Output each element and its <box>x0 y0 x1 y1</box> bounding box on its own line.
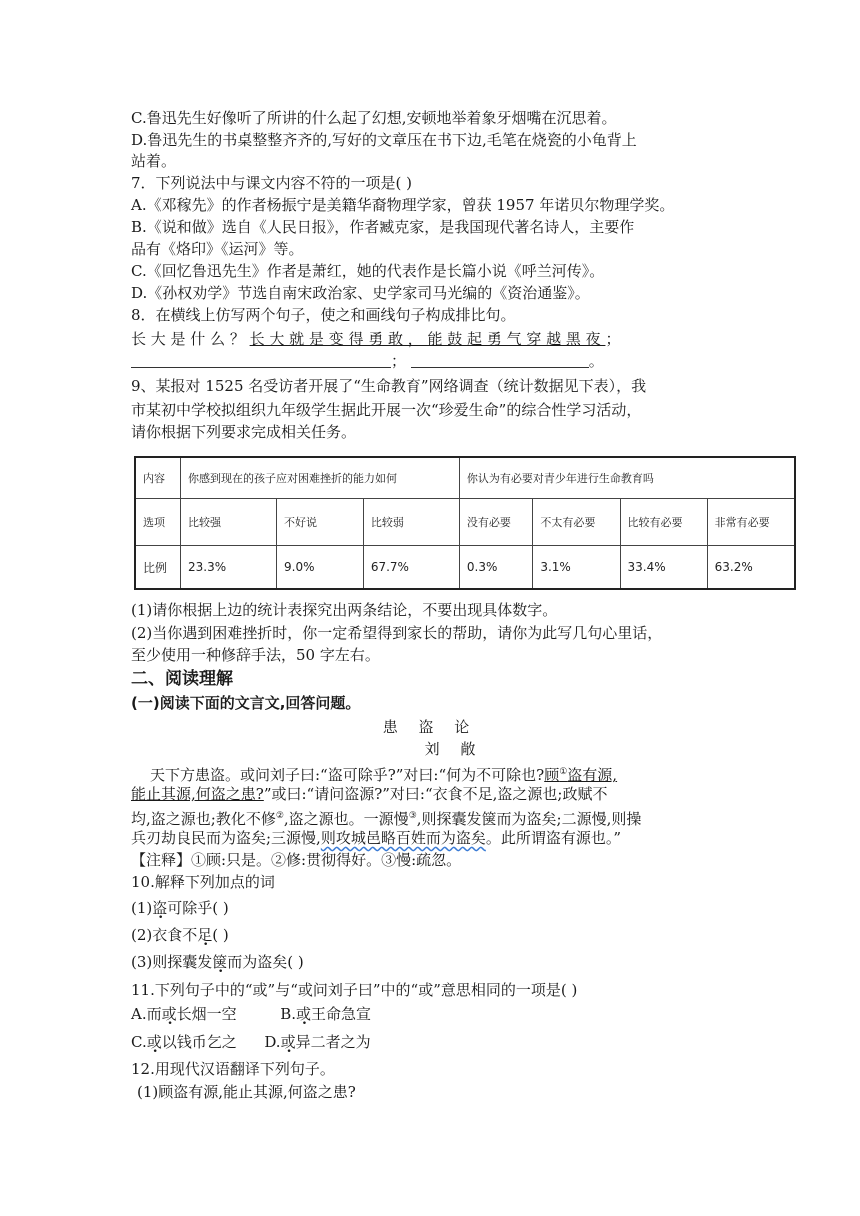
table-cell-option: 比较有必要 <box>620 499 707 546</box>
q12-item1: (1)顾盗有源,能止其源,何盗之患? <box>137 1083 356 1101</box>
table-cell-option: 没有必要 <box>459 499 532 546</box>
table-cell-ratio-label: 比例 <box>135 546 181 590</box>
q8-answer-line <box>131 350 604 372</box>
q8-sep1: ； <box>605 330 621 348</box>
q9-line1: 9、某报对 1525 名受访者开展了“生命教育”网络调查（统计数据见下表），我 <box>131 377 647 395</box>
passage-line1: 天下方患盗。或问刘子曰:“盗可除乎?”对曰:“何为不可除也?顾①盗有源, <box>150 766 618 784</box>
q9-sub1: (1)请你根据上边的统计表探究出两条结论，不要出现具体数字。 <box>131 601 558 619</box>
table-cell-question-2: 你认为有必要对青少年进行生命教育吗 <box>459 457 795 499</box>
table-row <box>135 457 795 499</box>
table-cell-ratio: 33.4% <box>620 546 707 590</box>
passage-note: 【注释】①顾:只是。②修:贯彻得好。③慢:疏忽。 <box>131 851 462 869</box>
table-cell-ratio: 23.3% <box>181 546 277 590</box>
q9-sub2-line2: 至少使用一种修辞手法，50 字左右。 <box>131 646 380 664</box>
table-cell-option: 比较强 <box>181 499 277 546</box>
passage-title: 患 盗 论 <box>382 718 478 736</box>
q8-sep2: ； <box>391 352 407 370</box>
q8-prompt: 长 大 是 什 么 ？ <box>131 330 250 348</box>
q8-model-sentence: 长 大 就 是 变 得 勇 敢 ， 能 鼓 起 勇 气 穿 越 黑 夜 <box>249 330 606 348</box>
q7-option-d: D.《孙权劝学》节选自南宋政治家、史学家司马光编的《资治通鉴》。 <box>131 284 590 302</box>
q11-options-cd: C.或以钱币乞之 D.或异二者之为 <box>131 1033 371 1051</box>
passage-line4: 兵刃劫良民而为盗矣;三源慢,则攻城邑略百姓而为盗矣。此所谓盗有源也。” <box>131 829 622 847</box>
table-row <box>135 546 795 590</box>
q8-blank-1[interactable] <box>131 353 391 368</box>
table-cell-option: 不太有必要 <box>533 499 620 546</box>
table-cell-ratio: 63.2% <box>707 546 795 590</box>
section-heading: 二、阅读理解 <box>131 669 233 689</box>
q8-blank-2[interactable] <box>411 353 589 368</box>
q9-line3: 请你根据下列要求完成相关任务。 <box>131 423 357 441</box>
survey-table <box>134 456 796 590</box>
q6-option-d-line2: 站着。 <box>131 152 177 170</box>
table-cell-option-label: 选项 <box>135 499 181 546</box>
q10-stem: 10.解释下列加点的词 <box>131 873 275 891</box>
passage-author: 刘 敞 <box>424 740 484 758</box>
q7-stem: 7．下列说法中与课文内容不符的一项是( ) <box>131 174 413 192</box>
table-cell-option: 不好说 <box>277 499 364 546</box>
section-part-heading: (一)阅读下面的文言文,回答问题。 <box>131 694 361 712</box>
passage-line3: 均,盗之源也;教化不修②,盗之源也。一源慢③,则探囊发箧而为盗矣;二源慢,则操 <box>131 810 642 828</box>
table-cell-option: 非常有必要 <box>707 499 795 546</box>
table-cell-option: 比较弱 <box>363 499 459 546</box>
q6-option-d-line1: D.鲁迅先生的书桌整整齐齐的,写好的文章压在书下边,毛笔在烧瓷的小龟背上 <box>131 131 637 149</box>
q7-option-c: C.《回忆鲁迅先生》作者是萧红，她的代表作是长篇小说《呼兰河传》。 <box>131 262 605 280</box>
q10-item1: (1)盗可除乎( ) <box>131 899 229 917</box>
q7-option-b-line1: B.《说和做》选自《人民日报》，作者臧克家，是我国现代著名诗人，主要作 <box>131 218 635 236</box>
table-cell-content-label: 内容 <box>135 457 181 499</box>
table-cell-question-1: 你感到现在的孩子应对困难挫折的能力如何 <box>181 457 460 499</box>
q8-stem: 8．在横线上仿写两个句子，使之和画线句子构成排比句。 <box>131 306 516 324</box>
table-cell-ratio: 3.1% <box>533 546 620 590</box>
table-cell-ratio: 67.7% <box>363 546 459 590</box>
q8-end: 。 <box>588 352 604 370</box>
q6-option-c: C.鲁迅先生好像听了所讲的什么起了幻想,安顿地举着象牙烟嘴在沉思着。 <box>131 109 617 127</box>
q9-sub2-line1: (2)当你遇到困难挫折时，你一定希望得到家长的帮助，请你为此写几句心里话， <box>131 624 663 642</box>
q10-item3: (3)则探囊发箧而为盗矣( ) <box>131 953 304 971</box>
q12-stem: 12.用现代汉语翻译下列句子。 <box>131 1060 335 1078</box>
q9-line2: 市某初中学校拟组织九年级学生据此开展一次“珍爱生命”的综合性学习活动， <box>131 401 642 419</box>
q10-item2: (2)衣食不足( ) <box>131 926 229 944</box>
q7-option-b-line2: 品有《烙印》《运河》等。 <box>131 240 304 258</box>
table-cell-ratio: 9.0% <box>277 546 364 590</box>
q11-options-ab: A.而或长烟一空 B.或王命急宣 <box>131 1005 372 1023</box>
q8-sentence <box>131 328 620 350</box>
q11-stem: 11.下列句子中的“或”与“或问刘子曰”中的“或”意思相同的一项是( ) <box>131 981 578 999</box>
table-cell-ratio: 0.3% <box>459 546 532 590</box>
table-row <box>135 499 795 546</box>
q7-option-a: A.《邓稼先》的作者杨振宁是美籍华裔物理学家，曾获 1957 年诺贝尔物理学奖。 <box>131 196 675 214</box>
passage-line2: 能止其源,何盗之患?”或曰:“请问盗源?”对曰:“衣食不足,盗之源也;政赋不 <box>131 785 608 803</box>
